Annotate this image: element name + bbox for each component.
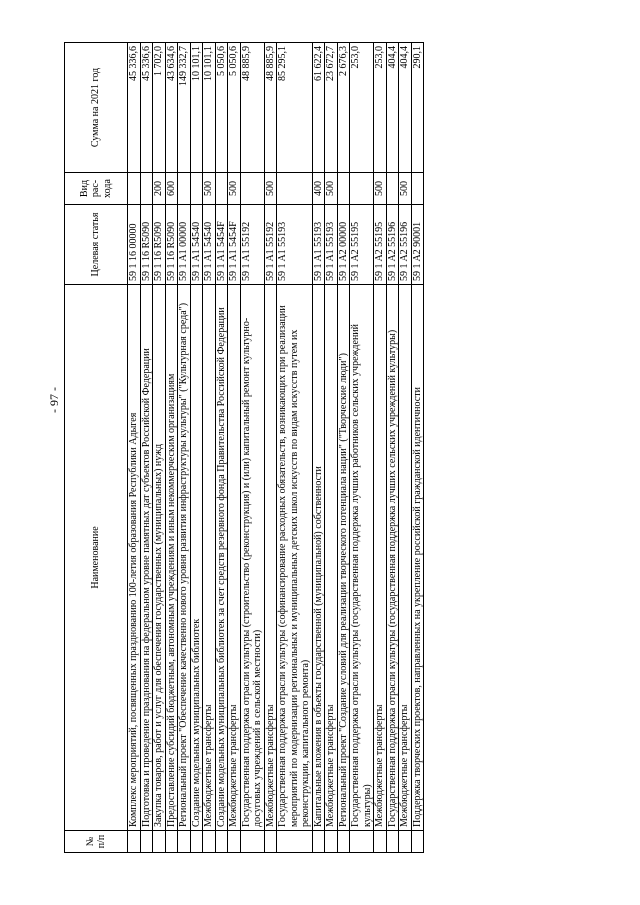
cell-code: 59 1 A1 55192 (264, 205, 277, 285)
cell-num (165, 831, 178, 853)
table-row (203, 43, 216, 853)
cell-name: Государственная поддержка отрасли культуры (государственная поддержка лучших сельских учреждений культуры) (386, 285, 399, 831)
cell-kind: 600 (165, 173, 178, 205)
table-row (374, 43, 387, 853)
cell-amount: 45 336,6 (128, 43, 141, 173)
cell-num (215, 831, 228, 853)
cell-name: Комплекс мероприятий, посвященных празднованию 100-летия образования Республики Адыгея (128, 285, 141, 831)
cell-name: Межбюджетные трансферты (264, 285, 277, 831)
cell-num (228, 831, 241, 853)
cell-amount: 61 622,4 (312, 43, 325, 173)
cell-name: Капитальные вложения в объекты государственной (муниципальной) собственности (312, 285, 325, 831)
cell-num (128, 831, 141, 853)
header-amount: Сумма на 2021 год (65, 43, 128, 173)
cell-code: 59 1 A1 55193 (312, 205, 325, 285)
cell-code: 59 1 16 R5090 (140, 205, 153, 285)
cell-code: 59 1 A2 55196 (386, 205, 399, 285)
cell-code: 59 1 16 R5090 (165, 205, 178, 285)
table-row (399, 43, 412, 853)
cell-kind: 500 (228, 173, 241, 205)
cell-kind: 500 (399, 173, 412, 205)
cell-amount: 2 676,3 (337, 43, 350, 173)
cell-name: Государственная поддержка отрасли культуры (строительство (реконструкция) и (или) капитальный ремонт культурно-досуговых учреждений в сельской местности) (240, 285, 264, 831)
cell-kind (190, 173, 203, 205)
cell-num (190, 831, 203, 853)
cell-name: Государственная поддержка отрасли культуры (государственная поддержка лучших работников сельских учреждений культуры) (350, 285, 374, 831)
table-row (264, 43, 277, 853)
cell-code: 59 1 A1 5454F (228, 205, 241, 285)
cell-amount: 404,4 (399, 43, 412, 173)
table-row (350, 43, 374, 853)
cell-code: 59 1 A2 55195 (374, 205, 387, 285)
cell-num (399, 831, 412, 853)
cell-name: Межбюджетные трансферты (325, 285, 338, 831)
cell-kind (178, 173, 191, 205)
cell-kind (277, 173, 313, 205)
cell-kind (337, 173, 350, 205)
cell-num (140, 831, 153, 853)
table-row (215, 43, 228, 853)
cell-kind (411, 173, 424, 205)
cell-kind (128, 173, 141, 205)
cell-kind (386, 173, 399, 205)
cell-name: Поддержка творческих проектов, направленных на укрепление российской гражданской идентичности (411, 285, 424, 831)
header-name: Наименование (65, 285, 128, 831)
table-row (411, 43, 424, 853)
cell-num (203, 831, 216, 853)
cell-name: Предоставление субсидий бюджетным, автономным учреждениям и иным некоммерческим организациям (165, 285, 178, 831)
cell-code: 59 1 A1 55193 (277, 205, 313, 285)
cell-amount: 5 050,6 (228, 43, 241, 173)
cell-num (178, 831, 191, 853)
cell-name: Межбюджетные трансферты (203, 285, 216, 831)
header-code: Целевая статья (65, 205, 128, 285)
cell-amount: 1 702,0 (153, 43, 166, 173)
cell-name: Подготовка и проведение празднования на федеральном уровне памятных дат субъектов Российской Федерации (140, 285, 153, 831)
table-row (153, 43, 166, 853)
table-header-row (65, 43, 128, 853)
cell-kind: 500 (203, 173, 216, 205)
cell-name: Региональный проект "Создание условий для реализации творческого потенциала нации" ("Творческие люди") (337, 285, 350, 831)
cell-amount: 23 672,7 (325, 43, 338, 173)
table-body (128, 43, 424, 853)
cell-code: 59 1 16 00000 (128, 205, 141, 285)
cell-kind (215, 173, 228, 205)
cell-amount: 5 050,6 (215, 43, 228, 173)
cell-kind: 400 (312, 173, 325, 205)
table-row (337, 43, 350, 853)
cell-name: Создание модельных муниципальных библиотек за счет средств резервного фонда Правительства Российской Федерации (215, 285, 228, 831)
cell-amount: 253,0 (350, 43, 374, 173)
table-row (190, 43, 203, 853)
cell-code: 59 1 A2 90001 (411, 205, 424, 285)
cell-kind: 500 (325, 173, 338, 205)
cell-name: Закупка товаров, работ и услуг для обеспечения государственных (муниципальных) нужд (153, 285, 166, 831)
cell-code: 59 1 A1 00000 (178, 205, 191, 285)
cell-num (153, 831, 166, 853)
table-row (240, 43, 264, 853)
cell-name: Государственная поддержка отрасли культуры (софинансирование расходных обязательств, возникающих при реализации мероприятий по модернизации региональных и муниципальных детских школ искусств по видам искусств путем их реконструкции, капитального ремонта) (277, 285, 313, 831)
cell-num (337, 831, 350, 853)
cell-kind (240, 173, 264, 205)
cell-name: Создание модельных муниципальных библиотек (190, 285, 203, 831)
table-row (325, 43, 338, 853)
cell-amount: 404,4 (386, 43, 399, 173)
cell-amount: 10 101,1 (190, 43, 203, 173)
cell-kind (350, 173, 374, 205)
cell-num (312, 831, 325, 853)
cell-code: 59 1 A1 55193 (325, 205, 338, 285)
table-row (228, 43, 241, 853)
cell-name: Межбюджетные трансферты (399, 285, 412, 831)
cell-code: 59 1 A2 00000 (337, 205, 350, 285)
table-row (178, 43, 191, 853)
cell-num (240, 831, 264, 853)
table-row (140, 43, 153, 853)
cell-kind: 500 (374, 173, 387, 205)
cell-amount: 290,1 (411, 43, 424, 173)
cell-code: 59 1 A1 54540 (190, 205, 203, 285)
budget-table-rotated (64, 43, 584, 853)
header-num: № п/п (65, 831, 128, 853)
table-row (165, 43, 178, 853)
page-number: - 97 - (47, 387, 61, 413)
cell-kind (140, 173, 153, 205)
cell-code: 59 1 A2 55195 (350, 205, 374, 285)
cell-amount: 85 295,1 (277, 43, 313, 173)
budget-table (64, 42, 424, 853)
cell-name: Региональный проект "Обеспечение качественно нового уровня развития инфраструктуры культуры" ("Культурная среда") (178, 285, 191, 831)
cell-amount: 43 634,6 (165, 43, 178, 173)
cell-num (350, 831, 374, 853)
cell-num (411, 831, 424, 853)
cell-code: 59 1 A1 55192 (240, 205, 264, 285)
cell-kind: 500 (264, 173, 277, 205)
cell-code: 59 1 A1 5454F (215, 205, 228, 285)
cell-amount: 48 885,9 (264, 43, 277, 173)
table-row (386, 43, 399, 853)
cell-code: 59 1 16 R5090 (153, 205, 166, 285)
cell-num (374, 831, 387, 853)
cell-kind: 200 (153, 173, 166, 205)
table-row (312, 43, 325, 853)
cell-amount: 45 336,6 (140, 43, 153, 173)
cell-num (264, 831, 277, 853)
cell-amount: 48 885,9 (240, 43, 264, 173)
cell-code: 59 1 A1 54540 (203, 205, 216, 285)
cell-num (386, 831, 399, 853)
cell-num (325, 831, 338, 853)
header-kind: Вид рас-хода (65, 173, 128, 205)
cell-name: Межбюджетные трансферты (374, 285, 387, 831)
cell-num (277, 831, 313, 853)
cell-name: Межбюджетные трансферты (228, 285, 241, 831)
cell-amount: 253,0 (374, 43, 387, 173)
cell-amount: 149 332,7 (178, 43, 191, 173)
cell-amount: 10 101,1 (203, 43, 216, 173)
cell-code: 59 1 A2 55196 (399, 205, 412, 285)
table-row (277, 43, 313, 853)
table-row (128, 43, 141, 853)
